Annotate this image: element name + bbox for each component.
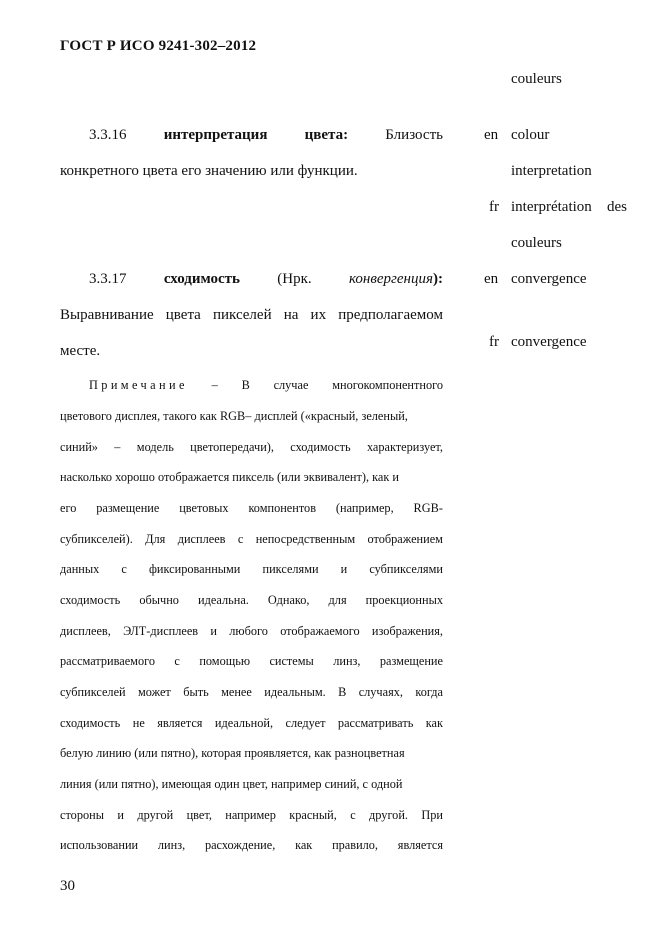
note-word: например: [225, 808, 276, 822]
note-line-4: [60, 470, 443, 485]
english-equivalent: interpretation: [511, 163, 592, 179]
note-line-13: [60, 746, 443, 761]
term-number: 3.3.17: [89, 271, 127, 287]
note-word: сходимость: [290, 440, 351, 454]
note-word: с: [237, 532, 244, 546]
note-word: субпикселей: [60, 685, 126, 699]
note-word: размещение: [96, 501, 160, 515]
note-line-16: [60, 838, 443, 853]
note-word: В: [338, 685, 347, 699]
note-word: системы: [269, 654, 314, 668]
note-word: дисплеев: [177, 532, 226, 546]
note-word: В: [241, 378, 250, 392]
term-name-word: интерпретация: [163, 127, 268, 143]
note-line-15: [60, 808, 443, 823]
deprecated-term: конвергенция: [348, 271, 433, 287]
term-3-3-17-line1: [89, 271, 443, 288]
note-word: для: [328, 593, 347, 607]
note-line-11: [60, 685, 443, 700]
note-word: и: [340, 562, 348, 576]
french-word: interprétation: [511, 199, 592, 215]
note-word: и: [117, 808, 124, 822]
lang-code-en: en: [484, 127, 499, 143]
note-word: Для: [145, 532, 166, 546]
note-word: как: [425, 716, 443, 730]
note-word: идеальным.: [264, 685, 326, 699]
deprecated-term-group: [349, 271, 443, 288]
term-3-3-16-definition: конкретного цвета его значению или функции.: [60, 163, 358, 179]
note-word: не: [132, 716, 145, 730]
note-word: правило,: [332, 838, 379, 852]
note-word: сходимость: [60, 593, 121, 607]
note-word: является: [397, 838, 443, 852]
note-word: отображаемого: [280, 624, 360, 638]
note-word: случае: [273, 378, 309, 392]
note-word: отображением: [367, 532, 443, 546]
note-word: любого: [229, 624, 268, 638]
note-word: рассматривать: [337, 716, 414, 730]
note-line-2: [60, 409, 443, 424]
note-word: модель: [136, 440, 174, 454]
english-equivalent: colour: [511, 127, 550, 143]
note-word: с: [121, 562, 127, 576]
lang-code-en: en: [484, 271, 499, 287]
term-3-3-17-definition-line2: месте.: [60, 343, 101, 359]
french-word: des: [607, 199, 627, 215]
note-text: линия (или пятно), имеющая один цвет, например синий, с одной: [60, 777, 403, 791]
note-label: Примечание: [89, 378, 188, 392]
note-word: когда: [415, 685, 443, 699]
definition-word: на: [283, 307, 299, 323]
note-line-8: [60, 593, 443, 608]
note-word: характеризует,: [366, 440, 443, 454]
note-word: дисплеев,: [60, 624, 111, 638]
note-word: цвет,: [186, 808, 212, 822]
note-word: красный,: [289, 808, 337, 822]
note-text: белую линию (или пятно), которая проявляется, как разноцветная: [60, 746, 405, 760]
note-line-1: [89, 378, 443, 393]
note-word: может: [138, 685, 171, 699]
note-word: помощью: [199, 654, 251, 668]
note-word: линз,: [157, 838, 186, 852]
note-word: цветовых: [179, 501, 229, 515]
french-equivalent-line2: couleurs: [511, 235, 562, 251]
english-equivalent: convergence: [511, 271, 587, 287]
note-word: следует: [285, 716, 326, 730]
definition-word: Выравнивание: [60, 307, 154, 323]
definition-word: цвета: [165, 307, 201, 323]
note-text: насколько хорошо отображается пиксель (или эквивалент), как и: [60, 470, 399, 484]
note-word: непосредственным: [255, 532, 356, 546]
note-word: с: [350, 808, 356, 822]
note-word: сходимость: [60, 716, 121, 730]
note-word: (например,: [335, 501, 394, 515]
definition-word: пикселей: [212, 307, 272, 323]
note-word: рассматриваемого: [60, 654, 155, 668]
note-word: цветопередачи),: [190, 440, 274, 454]
note-word: RGB-: [413, 501, 443, 515]
note-dash: –: [211, 378, 218, 392]
note-line-10: [60, 654, 443, 669]
note-text: цветового дисплея, такого как RGB– дисплей («красный, зеленый,: [60, 409, 408, 423]
lang-code-fr: fr: [489, 334, 499, 350]
note-word: многокомпонентного: [332, 378, 443, 392]
note-word: идеальна.: [197, 593, 249, 607]
term-name-word: цвета:: [304, 127, 349, 143]
deprecated-prefix: (Нрк.: [277, 271, 312, 287]
note-line-5: [60, 501, 443, 516]
note-line-6: [60, 532, 443, 547]
term-3-3-16-line1: [89, 127, 443, 144]
french-equivalent-line1: [511, 199, 627, 216]
note-line-12: [60, 716, 443, 731]
definition-word: их: [310, 307, 327, 323]
document-header: ГОСТ Р ИСО 9241-302–2012: [60, 38, 257, 54]
definition-word: Близость: [385, 127, 443, 143]
note-word: с: [174, 654, 180, 668]
note-word: стороны: [60, 808, 104, 822]
note-word: фиксированными: [148, 562, 241, 576]
note-word: компонентов: [248, 501, 317, 515]
note-word: изображения,: [371, 624, 443, 638]
note-word: является: [157, 716, 203, 730]
page-number: 30: [60, 878, 75, 894]
note-word: его: [60, 501, 77, 515]
note-word: размещение: [379, 654, 443, 668]
note-word: как: [295, 838, 313, 852]
note-word: расхождение,: [204, 838, 276, 852]
note-word: использовании: [60, 838, 139, 852]
note-word: другой.: [369, 808, 408, 822]
paren-close: ):: [432, 271, 443, 287]
note-word: быть: [183, 685, 209, 699]
lang-code-fr: fr: [489, 199, 499, 215]
french-equivalent: convergence: [511, 334, 587, 350]
term-name: сходимость: [163, 271, 240, 287]
note-word: субпикселями: [369, 562, 443, 576]
term-3-3-17-definition-line1: [60, 307, 443, 324]
note-word: обычно: [139, 593, 179, 607]
note-word: данных: [60, 562, 100, 576]
prev-term-continuation: couleurs: [511, 71, 562, 87]
note-word: субпикселей).: [60, 532, 133, 546]
note-word: идеальной,: [214, 716, 274, 730]
note-word: менее: [221, 685, 252, 699]
note-word: проекционных: [365, 593, 443, 607]
note-line-7: [60, 562, 443, 577]
note-line-3: [60, 440, 443, 455]
note-word: При: [421, 808, 443, 822]
note-word: ЭЛТ-дисплеев: [123, 624, 199, 638]
note-word: Однако,: [267, 593, 310, 607]
note-word: другой: [137, 808, 174, 822]
note-word: пикселями: [262, 562, 319, 576]
term-number: 3.3.16: [89, 127, 127, 143]
note-word: случаях,: [358, 685, 403, 699]
note-line-9: [60, 624, 443, 639]
note-word: линз,: [333, 654, 361, 668]
note-word: синий»: [60, 440, 98, 454]
definition-word: предполагаемом: [338, 307, 443, 323]
note-line-14: [60, 777, 443, 792]
note-word: и: [210, 624, 217, 638]
note-word: –: [114, 440, 121, 454]
